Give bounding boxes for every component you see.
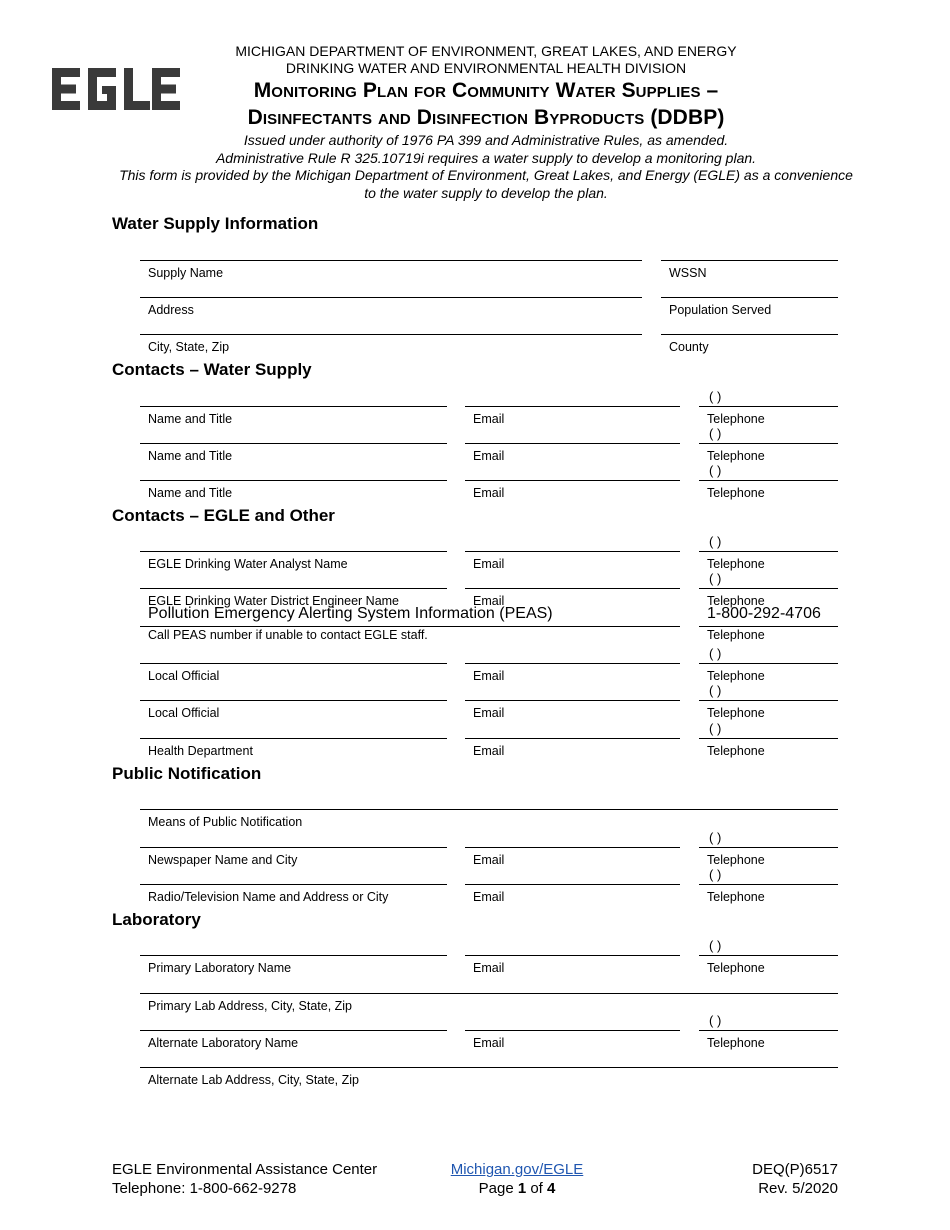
- footer-contact: [112, 1160, 377, 1198]
- supply-name-field[interactable]: Supply Name: [140, 260, 642, 283]
- health-department-telephone-field[interactable]: ( ) Telephone: [699, 738, 838, 761]
- local-official-telephone-field[interactable]: ( ) Telephone: [699, 700, 838, 723]
- alternate-lab-name-field[interactable]: Alternate Laboratory Name: [140, 1030, 447, 1053]
- engineer-telephone-field[interactable]: ( ) Telephone: [699, 588, 838, 611]
- contact-name-field[interactable]: Name and Title: [140, 406, 447, 429]
- analyst-name-field[interactable]: EGLE Drinking Water Analyst Name: [140, 551, 447, 574]
- population-field[interactable]: Population Served: [661, 297, 838, 320]
- contact-name-field[interactable]: Name and Title: [140, 480, 447, 503]
- primary-lab-email-field[interactable]: Email: [465, 955, 680, 978]
- local-official-telephone-field[interactable]: ( ) Telephone: [699, 663, 838, 686]
- peas-info: [140, 605, 680, 649]
- intro-line: Administrative Rule R 325.10719i requires a water supply to develop a monitoring plan.: [215, 149, 757, 166]
- county-field[interactable]: County: [661, 334, 838, 357]
- contact-telephone-field[interactable]: ( ) Telephone: [699, 406, 838, 429]
- local-official-name-field[interactable]: Local Official: [140, 663, 447, 686]
- footer-center-phone: Telephone: 1-800-662-9278: [112, 1180, 297, 1197]
- form-revision: Rev. 5/2020: [758, 1180, 838, 1197]
- primary-lab-name-field[interactable]: Primary Laboratory Name: [140, 955, 447, 978]
- engineer-name-field[interactable]: EGLE Drinking Water District Engineer Name: [140, 588, 447, 611]
- peas-phone: 1-800-292-4706: [707, 605, 821, 622]
- form-title-line1: Monitoring Plan for Community Water Supplies –: [253, 79, 719, 102]
- primary-lab-telephone-field[interactable]: ( ) Telephone: [699, 955, 838, 978]
- local-official-email-field[interactable]: Email: [465, 663, 680, 686]
- contact-telephone-field[interactable]: ( ) Telephone: [699, 443, 838, 466]
- egle-website-link[interactable]: Michigan.gov/EGLE: [450, 1161, 584, 1178]
- form-title-line2: Disinfectants and Disinfection Byproducts (DDBP): [247, 106, 725, 129]
- section-contacts-egle: Contacts – EGLE and Other: [112, 506, 335, 525]
- form-id: DEQ(P)6517: [752, 1161, 838, 1178]
- page-indicator: Page 1 of 4: [478, 1180, 556, 1197]
- alternate-lab-email-field[interactable]: Email: [465, 1030, 680, 1053]
- footer-form-info: [638, 1160, 838, 1198]
- newspaper-email-field[interactable]: Email: [465, 847, 680, 870]
- radio-tv-name-field[interactable]: Radio/Television Name and Address or City: [140, 884, 447, 907]
- contact-telephone-field[interactable]: ( ) Telephone: [699, 480, 838, 503]
- alternate-lab-address-field[interactable]: Alternate Lab Address, City, State, Zip: [140, 1067, 838, 1090]
- contact-email-field[interactable]: Email: [465, 443, 680, 466]
- footer-middle: [417, 1160, 617, 1198]
- means-of-notification-field[interactable]: Means of Public Notification: [140, 809, 838, 832]
- division-name: DRINKING WATER AND ENVIRONMENTAL HEALTH DIVISION: [285, 60, 687, 76]
- analyst-email-field[interactable]: Email: [465, 551, 680, 574]
- intro-line: Issued under authority of 1976 PA 399 and Administrative Rules, as amended.: [243, 132, 729, 148]
- footer-center-name: EGLE Environmental Assistance Center: [112, 1161, 378, 1178]
- section-contacts-water-supply: Contacts – Water Supply: [112, 360, 312, 379]
- section-laboratory: Laboratory: [112, 910, 201, 929]
- primary-lab-address-field[interactable]: Primary Lab Address, City, State, Zip: [140, 993, 838, 1016]
- peas-note: Call PEAS number if unable to contact EGLE staff.: [148, 628, 428, 642]
- analyst-telephone-field[interactable]: ( ) Telephone: [699, 551, 838, 574]
- city-state-zip-field[interactable]: City, State, Zip: [140, 334, 642, 357]
- newspaper-name-field[interactable]: Newspaper Name and City: [140, 847, 447, 870]
- address-field[interactable]: Address: [140, 297, 642, 320]
- alternate-lab-telephone-field[interactable]: ( ) Telephone: [699, 1030, 838, 1053]
- local-official-email-field[interactable]: Email: [465, 700, 680, 723]
- agency-name: MICHIGAN DEPARTMENT OF ENVIRONMENT, GREAT LAKES, AND ENERGY: [235, 43, 737, 59]
- local-official-name-field[interactable]: Local Official: [140, 700, 447, 723]
- intro-line: This form is provided by the Michigan Department of Environment, Great Lakes, and Energy (EGLE) as a convenience: [119, 167, 853, 183]
- section-water-supply: Water Supply Information: [112, 214, 319, 233]
- health-department-name-field[interactable]: Health Department: [140, 738, 447, 761]
- form-intro: [100, 132, 872, 202]
- peas-telephone: 1-800-292-4706 Telephone: [699, 626, 838, 649]
- health-department-email-field[interactable]: Email: [465, 738, 680, 761]
- contact-name-field[interactable]: Name and Title: [140, 443, 447, 466]
- radio-tv-telephone-field[interactable]: ( ) Telephone: [699, 884, 838, 907]
- engineer-email-field[interactable]: Email: [465, 588, 680, 611]
- contact-email-field[interactable]: Email: [465, 480, 680, 503]
- wssn-field[interactable]: WSSN: [661, 260, 838, 283]
- peas-title: Pollution Emergency Alerting System Information (PEAS): [148, 605, 553, 622]
- intro-line: to the water supply to develop the plan.: [364, 184, 608, 201]
- contact-email-field[interactable]: Email: [465, 406, 680, 429]
- newspaper-telephone-field[interactable]: ( ) Telephone: [699, 847, 838, 870]
- radio-tv-email-field[interactable]: Email: [465, 884, 680, 907]
- section-public-notification: Public Notification: [112, 764, 262, 783]
